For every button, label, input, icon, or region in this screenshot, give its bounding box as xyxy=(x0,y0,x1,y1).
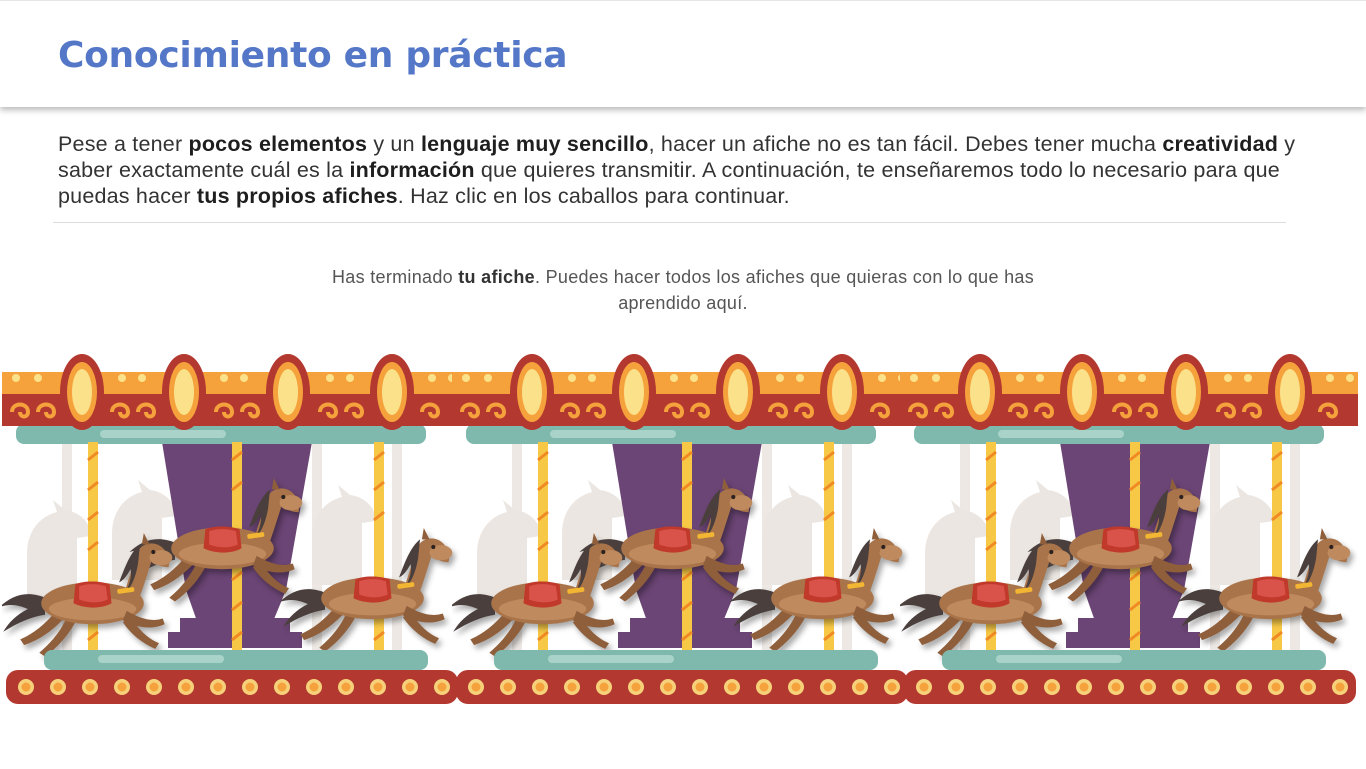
intro-text-4: y saber exactamente cuál es la xyxy=(58,132,1296,182)
intro-bold-3: creatividad xyxy=(1162,132,1279,156)
intro-text-5: que quieres transmitir. A continuación, te enseñaremos todo lo necesario para que puedas hacer xyxy=(58,158,1280,208)
intro-text-1: Pese a tener xyxy=(58,132,189,156)
carousel-3[interactable] xyxy=(900,350,1358,706)
page-title: Conocimiento en práctica xyxy=(58,35,568,76)
carousel-2[interactable] xyxy=(452,350,910,706)
intro-bold-4: información xyxy=(349,158,475,182)
section-divider xyxy=(53,222,1286,223)
intro-text-3: , hacer un afiche no es tan fácil. Debes tener mucha xyxy=(648,132,1163,156)
carousel-1[interactable] xyxy=(2,350,460,706)
intro-bold-1: pocos elementos xyxy=(188,132,368,156)
completion-message xyxy=(300,264,1066,316)
intro-bold-5: tus propios afiches xyxy=(196,184,398,208)
done-bold-1: tu afiche xyxy=(458,267,535,287)
intro-text-2: y un xyxy=(367,132,421,156)
intro-bold-2: lenguaje muy sencillo xyxy=(420,132,649,156)
page-header xyxy=(0,0,1366,107)
intro-paragraph xyxy=(58,131,1318,209)
done-text-1: Has terminado xyxy=(332,267,459,287)
intro-text-6: . Haz clic en los caballos para continuar. xyxy=(397,184,790,208)
done-text-2: . Puedes hacer todos los afiches que quieras con lo que has aprendido aquí. xyxy=(534,267,1034,313)
